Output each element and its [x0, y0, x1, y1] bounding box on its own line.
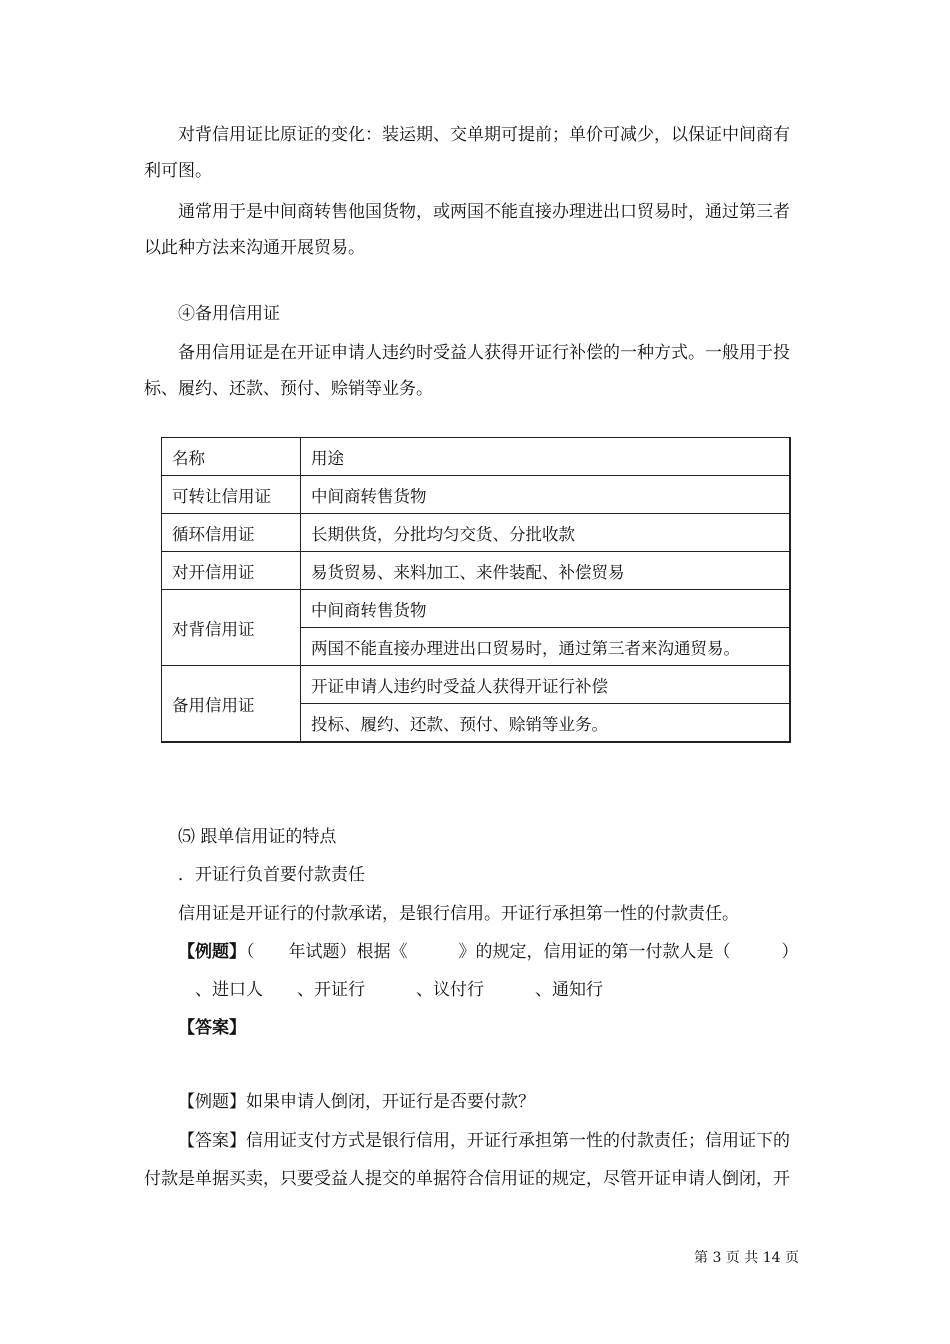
table-row — [162, 514, 791, 552]
table-row — [162, 590, 791, 628]
example-question: 【例题】如果申请人倒闭，开证行是否要付款？ — [178, 1092, 535, 1112]
table-cell-name: 可转让信用证 — [162, 476, 301, 514]
table-header-row — [162, 438, 791, 476]
paragraph-line: 通常用于是中间商转售他国货物，或两国不能直接办理进出口贸易时，通过第三者 — [178, 202, 790, 222]
table-cell-name: 备用信用证 — [162, 666, 301, 742]
paragraph-line: 以此种方法来沟通开展贸易。 — [144, 238, 365, 258]
paragraph-line: 对背信用证比原证的变化：装运期、交单期可提前；单价可减少，以保证中间商有 — [178, 125, 790, 145]
table-cell-use: 两国不能直接办理进出口贸易时，通过第三者来沟通贸易。 — [301, 628, 791, 666]
answer-line: 付款是单据买卖，只要受益人提交的单据符合信用证的规定，尽管开证申请人倒闭，开 — [144, 1169, 790, 1189]
table-cell-use: 投标、履约、还款、预付、赊销等业务。 — [301, 704, 791, 742]
table-header-cell: 名称 — [162, 438, 301, 476]
table-row — [162, 552, 791, 590]
table-cell-use: 长期供货，分批均匀交货、分批收款 — [301, 514, 791, 552]
example-question — [178, 941, 799, 963]
section-heading: ⑸ 跟单信用证的特点 — [178, 827, 337, 847]
paragraph-line: 标、履约、还款、预付、赊销等业务。 — [144, 379, 433, 399]
table-cell-use: 中间商转售货物 — [301, 590, 791, 628]
table-cell-use: 开证申请人违约时受益人获得开证行补偿 — [301, 666, 791, 704]
answer-line: 【答案】信用证支付方式是银行信用，开证行承担第一性的付款责任；信用证下的 — [178, 1131, 790, 1151]
letter-of-credit-table — [161, 437, 791, 742]
table-row — [162, 666, 791, 704]
answer-options: 、进口人 、开证行 、议付行 、通知行 — [178, 980, 603, 1000]
answer-label: 【答案】 — [178, 1018, 246, 1038]
section-heading: ④备用信用证 — [178, 304, 280, 324]
table-header-cell: 用途 — [301, 438, 791, 476]
example-text: （ 年试题）根据《 》的规定，信用证的第一付款人是（ ） — [246, 942, 799, 962]
table-cell-name: 对开信用证 — [162, 552, 301, 590]
table-cell-name: 对背信用证 — [162, 590, 301, 666]
example-label: 【例题】 — [178, 942, 246, 962]
page-number-footer: 第 3 页 共 14 页 — [694, 1250, 799, 1266]
table-row — [162, 476, 791, 514]
table-cell-name: 循环信用证 — [162, 514, 301, 552]
paragraph-line: 利可图。 — [144, 161, 212, 181]
table-cell-use: 易货贸易、来料加工、来件装配、补偿贸易 — [301, 552, 791, 590]
paragraph-line: 备用信用证是在开证申请人违约时受益人获得开证行补偿的一种方式。一般用于投 — [178, 343, 790, 363]
subheading: ．开证行负首要付款责任 — [178, 865, 365, 885]
table-cell-use: 中间商转售货物 — [301, 476, 791, 514]
paragraph-line: 信用证是开证行的付款承诺，是银行信用。开证行承担第一性的付款责任。 — [178, 904, 739, 924]
